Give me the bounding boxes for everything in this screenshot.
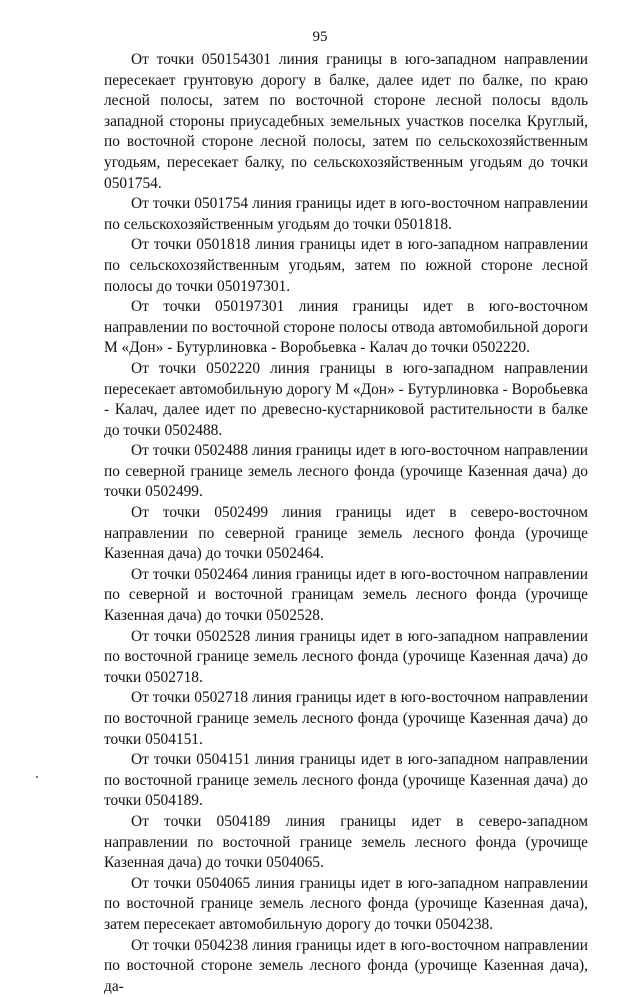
paragraph: От точки 0502718 линия границы идет в юго-восточном направлении по восточной границе земель лесного фонда (урочище Казенная дача) до точки 0504151. xyxy=(104,689,588,748)
scan-speck xyxy=(36,776,38,778)
paragraph: От точки 0504065 линия границы идет в юго-западном направлении по восточной границе земель лесного фонда (урочище Казенная дача), затем пересекает автомобильную дорогу до точки 0504238. xyxy=(104,874,588,933)
paragraph: От точки 0502499 линия границы идет в северо-восточном направлении по северной границе земель лесного фонда (урочище Казенная дача) до точки 0502464. xyxy=(104,504,588,563)
page-number: 95 xyxy=(312,29,328,45)
paragraph: От точки 0504189 линия границы идет в северо-западном направлении по восточной границе земель лесного фонда (урочище Казенная дача) до точки 0504065. xyxy=(104,812,588,872)
document-body xyxy=(104,50,588,997)
paragraph: От точки 0504151 линия границы идет в юго-западном направлении по восточной границе земель лесного фонда (урочище Казенная дача) до точки 0504189. xyxy=(104,751,588,810)
paragraph: От точки 0501818 линия границы идет в юго-западном направлении по сельскохозяйственным угодьям, затем по южной стороне лесной полосы до точки 050197301. xyxy=(104,236,588,295)
paragraph: От точки 0502488 линия границы идет в юго-восточном направлении по северной границе земель лесного фонда (урочище Казенная дача) до точки 0502499. xyxy=(104,442,588,501)
paragraph: От точки 050197301 линия границы идет в юго-восточном направлении по восточной стороне полосы отвода автомобильной дороги М «Дон» - Бутурлиновка - Воробьевка - Калач до точки 0502220. xyxy=(104,298,588,357)
paragraph: От точки 0502464 линия границы идет в юго-восточном направлении по северной и восточной границам земель лесного фонда (урочище Казенная дача) до точки 0502528. xyxy=(104,565,588,625)
paragraph: От точки 0501754 линия границы идет в юго-восточном направлении по сельскохозяйственным угодьям до точки 0501818. xyxy=(104,195,588,233)
paragraph: От точки 050154301 линия границы в юго-западном направлении пересекает грунтовую дорогу в балке, далее идет по балке, по краю лесной полосы, затем по восточной стороне лесной полосы вдоль западной стороны приусадебных земельных участков поселка Круглый, по восточной стороне лесной полосы, затем по сельскохозяйственным угодьям, пересекает балку, по сельскохозяйственным угодьям до точки 0501754. xyxy=(104,51,588,192)
paragraph: От точки 0502220 линия границы в юго-западном направлении пересекает автомобильную дорогу М «Дон» - Бутурлиновка - Воробьевка - Калач, далее идет по древесно-кустарниковой растительности в балке до точки 0502488. xyxy=(104,359,588,439)
paragraph: От точки 0502528 линия границы идет в юго-западном направлении по восточной границе земель лесного фонда (урочище Казенная дача) до точки 0502718. xyxy=(104,627,588,686)
paragraph: От точки 0504238 линия границы идет в юго-восточном направлении по восточной стороне земель лесного фонда (урочище Казенная дача), да- xyxy=(104,936,588,995)
